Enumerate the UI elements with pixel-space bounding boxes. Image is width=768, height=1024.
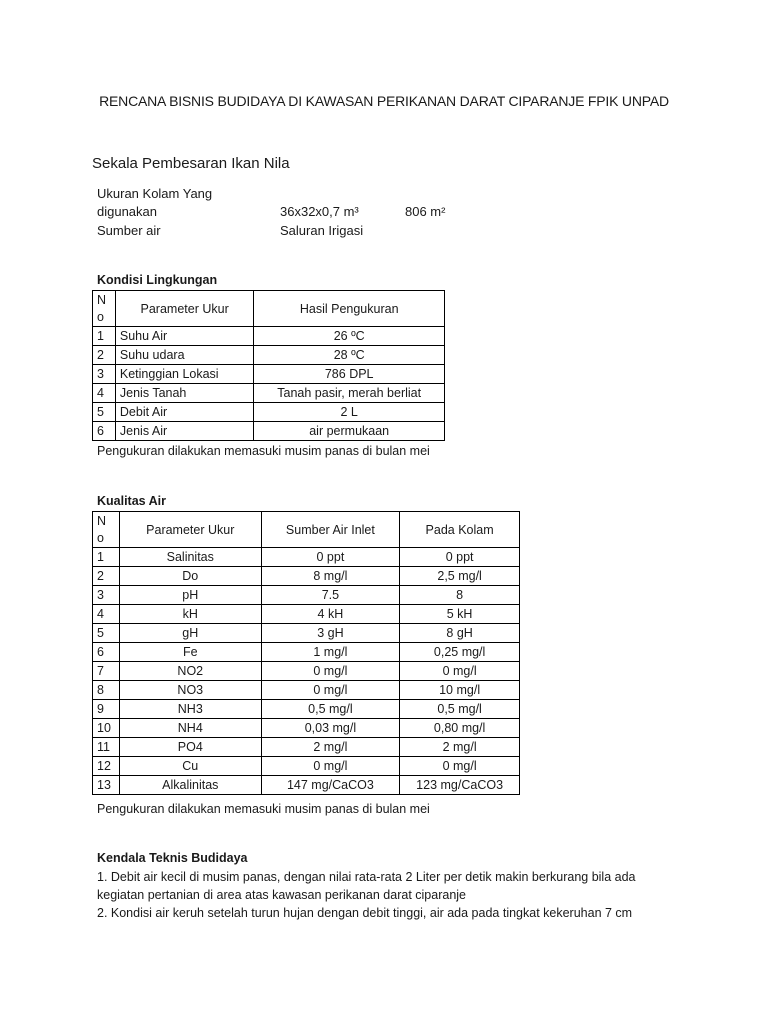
kualitas-table-row [93,586,520,605]
kondisi-table-cell: 5 [93,403,116,422]
kondisi-table-cell: Jenis Air [115,422,254,441]
kualitas-table-cell: 123 mg/CaCO3 [400,776,520,795]
kondisi-table-row [93,327,445,346]
kualitas-table-cell: 0 mg/l [261,681,400,700]
kualitas-table-cell: 3 gH [261,624,400,643]
kualitas-table-cell: 0 mg/l [400,662,520,681]
kualitas-table-cell: 0 ppt [261,548,400,567]
kendala-item-1-line-1: 1. Debit air kecil di musim panas, dengan nilai rata-rata 2 Liter per detik makin berkurang bila ada [97,870,636,884]
kondisi-table-cell: 2 L [254,403,445,422]
kualitas-table-cell: 1 [93,548,120,567]
kualitas-table-cell: Fe [119,643,261,662]
kualitas-table [92,511,520,795]
kualitas-table-row [93,548,520,567]
kondisi-header-parameter: Parameter Ukur [115,291,254,327]
kualitas-table-cell: gH [119,624,261,643]
kualitas-table-cell: 0,80 mg/l [400,719,520,738]
kualitas-table-cell: 6 [93,643,120,662]
kualitas-table-cell: 8 mg/l [261,567,400,586]
section-title-kondisi: Kondisi Lingkungan [97,273,218,287]
kualitas-table-row [93,757,520,776]
kualitas-table-row [93,776,520,795]
kondisi-table-cell: 2 [93,346,116,365]
kualitas-table-cell: 0,5 mg/l [261,700,400,719]
kondisi-table-cell: 3 [93,365,116,384]
kualitas-table-cell: 0,03 mg/l [261,719,400,738]
kondisi-table-row [93,346,445,365]
kualitas-table-cell: 0,25 mg/l [400,643,520,662]
kualitas-note: Pengukuran dilakukan memasuki musim panas di bulan mei [97,802,430,816]
kualitas-table-cell: NO3 [119,681,261,700]
document-subtitle: Sekala Pembesaran Ikan Nila [92,155,290,172]
kualitas-table-cell: 3 [93,586,120,605]
kendala-item-1-line-2: kegiatan pertanian di area atas kawasan perikanan darat ciparanje [97,888,466,902]
kualitas-table-cell: Alkalinitas [119,776,261,795]
kondisi-table-cell: air permukaan [254,422,445,441]
kualitas-header-kolam: Pada Kolam [400,512,520,548]
kualitas-table-cell: Do [119,567,261,586]
kualitas-table-cell: PO4 [119,738,261,757]
kualitas-header-inlet: Sumber Air Inlet [261,512,400,548]
kondisi-table-cell: 786 DPL [254,365,445,384]
kondisi-table-cell: 28 ºC [254,346,445,365]
kualitas-table-cell: 4 [93,605,120,624]
section-title-kendala: Kendala Teknis Budidaya [97,851,248,865]
kualitas-table-row [93,662,520,681]
kondisi-header-no: N o [93,291,116,327]
kualitas-table-cell: 8 [93,681,120,700]
kondisi-table-cell: 1 [93,327,116,346]
kualitas-table-cell: Cu [119,757,261,776]
kualitas-table-cell: 2 mg/l [261,738,400,757]
kualitas-table-cell: NH3 [119,700,261,719]
kualitas-table-cell: 5 kH [400,605,520,624]
kondisi-note: Pengukuran dilakukan memasuki musim panas di bulan mei [97,444,430,458]
kondisi-table-cell: Jenis Tanah [115,384,254,403]
kualitas-table-cell: 0,5 mg/l [400,700,520,719]
water-source-value: Saluran Irigasi [280,223,364,238]
kendala-list [97,868,657,922]
kualitas-table-cell: 11 [93,738,120,757]
kualitas-table-cell: 9 [93,700,120,719]
kendala-item-2: 2. Kondisi air keruh setelah turun hujan dengan debit tinggi, air ada pada tingkat kekeruhan 7 cm [97,906,633,920]
kualitas-table-row [93,643,520,662]
pond-size-label-2: digunakan [97,204,157,219]
kualitas-table-cell: Salinitas [119,548,261,567]
pond-area: 806 m² [405,204,446,219]
kondisi-table [92,290,445,441]
kondisi-table-cell: Tanah pasir, merah berliat [254,384,445,403]
kualitas-table-row [93,624,520,643]
kualitas-table-row [93,681,520,700]
kondisi-table-cell: Ketinggian Lokasi [115,365,254,384]
pond-size-label-1: Ukuran Kolam Yang [97,186,213,201]
document-title: RENCANA BISNIS BUDIDAYA DI KAWASAN PERIKANAN DARAT CIPARANJE FPIK UNPAD [99,93,669,109]
kualitas-table-cell: 7.5 [261,586,400,605]
kualitas-table-cell: 8 [400,586,520,605]
kondisi-table-row [93,365,445,384]
kondisi-table-cell: Suhu udara [115,346,254,365]
kondisi-table-cell: Suhu Air [115,327,254,346]
kondisi-table-row [93,403,445,422]
water-source-label: Sumber air [97,223,161,238]
kondisi-header-hasil: Hasil Pengukuran [254,291,445,327]
kondisi-table-row [93,422,445,441]
kualitas-table-cell: pH [119,586,261,605]
kualitas-table-cell: 13 [93,776,120,795]
pond-dimension: 36x32x0,7 m³ [280,204,359,219]
kualitas-table-row [93,719,520,738]
kondisi-table-cell: Debit Air [115,403,254,422]
kualitas-table-row [93,700,520,719]
kualitas-table-cell: 0 ppt [400,548,520,567]
kualitas-table-cell: 0 mg/l [400,757,520,776]
kualitas-table-row [93,738,520,757]
kondisi-table-cell: 4 [93,384,116,403]
kualitas-table-cell: NH4 [119,719,261,738]
kualitas-header-row [93,512,520,548]
kualitas-table-cell: 0 mg/l [261,757,400,776]
kondisi-table-row [93,384,445,403]
kualitas-table-cell: 8 gH [400,624,520,643]
kualitas-table-cell: 0 mg/l [261,662,400,681]
kondisi-header-row [93,291,445,327]
kualitas-table-cell: 1 mg/l [261,643,400,662]
kualitas-table-cell: 2,5 mg/l [400,567,520,586]
kualitas-table-cell: 10 mg/l [400,681,520,700]
kualitas-table-cell: 12 [93,757,120,776]
kualitas-table-cell: 10 [93,719,120,738]
kualitas-header-parameter: Parameter Ukur [119,512,261,548]
kondisi-table-cell: 26 ºC [254,327,445,346]
kualitas-table-cell: kH [119,605,261,624]
kualitas-table-cell: 4 kH [261,605,400,624]
kondisi-table-cell: 6 [93,422,116,441]
kualitas-table-row [93,567,520,586]
section-title-kualitas: Kualitas Air [97,494,167,508]
kualitas-table-cell: 2 mg/l [400,738,520,757]
kualitas-header-no: N o [93,512,120,548]
kualitas-table-cell: 7 [93,662,120,681]
kualitas-table-cell: 5 [93,624,120,643]
kualitas-table-cell: 2 [93,567,120,586]
kualitas-table-cell: NO2 [119,662,261,681]
kualitas-table-cell: 147 mg/CaCO3 [261,776,400,795]
kualitas-table-row [93,605,520,624]
pond-info [97,186,517,246]
